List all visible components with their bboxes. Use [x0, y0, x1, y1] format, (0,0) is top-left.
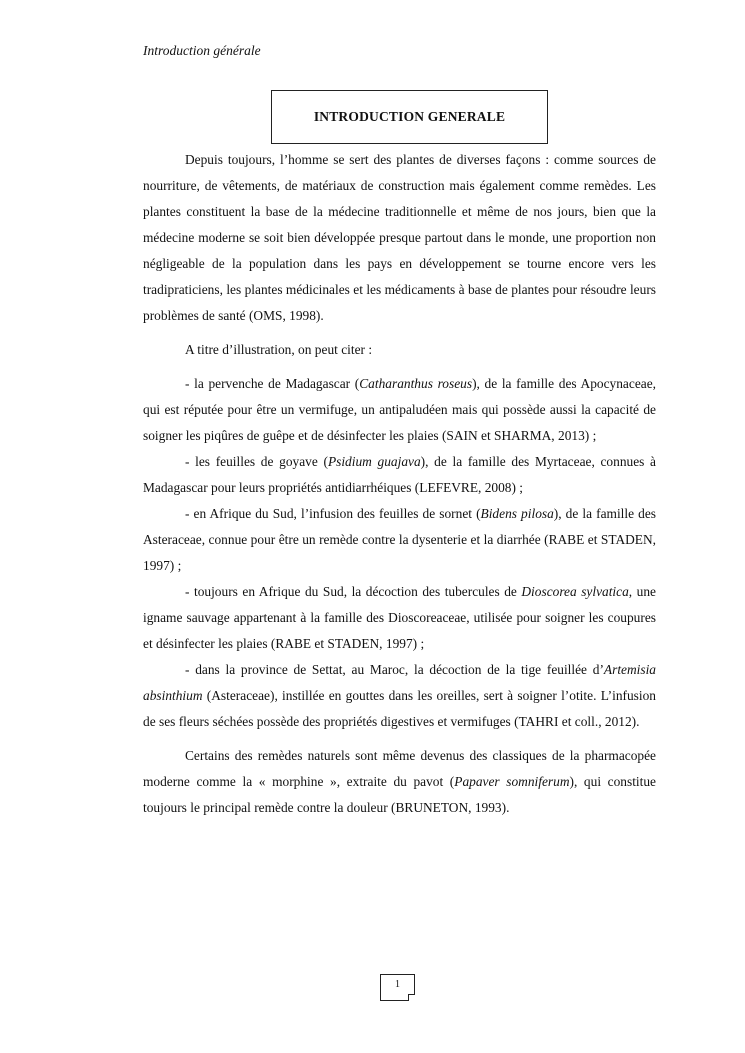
page-title-text: INTRODUCTION GENERALE — [313, 109, 506, 124]
list-item-text: - la pervenche de Madagascar ( — [185, 376, 360, 391]
list-item-text: ), de la famille des Apocynaceae, qui est réputée pour être un vermifuge, un antipaludéen mais qui possède aussi la capacité de soigner les piqûres de guêpe et de désinfecter les plaies (SAIN et SHARMA, 2013) ; — [143, 376, 656, 443]
list-item-text: (Asteraceae), instillée en gouttes dans les oreilles, sert à soigner l’otite. L’infusion de ses fleurs séchées possède des propriétés digestives et vermifuges (TAHRI et coll., 2012). — [143, 688, 656, 729]
list-item — [143, 501, 656, 579]
list-item-text: ), de la famille des Myrtaceae, connues à Madagascar pour leurs propriétés antidiarrhéiques (LEFEVRE, 2008) ; — [143, 454, 656, 495]
list-item — [143, 371, 656, 449]
list-item-text: - les feuilles de goyave ( — [185, 454, 328, 469]
paragraph-conclusion — [143, 743, 656, 821]
list-item — [143, 657, 656, 735]
page-number — [380, 974, 415, 1001]
page-number-text: 1 — [395, 979, 400, 990]
list-item-text: ), de la famille des Asteraceae, connue pour être un remède contre la dysenterie et la diarrhée (RABE et STADEN, 1997) ; — [143, 506, 656, 573]
list-item-text: , une igname sauvage appartenant à la famille des Dioscoreaceae, utilisée pour soigner les coupures et désinfecter les plaies (RABE et STADEN, 1997) ; — [143, 584, 656, 651]
paragraph-intro: Depuis toujours, l’homme se sert des plantes de diverses façons : comme sources de nourriture, de vêtements, de matériaux de construction mais également comme remèdes. Les plantes constituent la base de la médecine traditionnelle et même de nos jours, bien que la médecine moderne se soit bien développée presque partout dans le monde, une proportion non négligeable de la population dans les pays en développement se tourne encore vers les tradipraticiens, les plantes médicinales et les médicaments à base de plantes pour résoudre leurs problèmes de santé (OMS, 1998). — [143, 152, 656, 323]
species-name: Psidium guajava — [327, 454, 421, 469]
list-item-text: - dans la province de Settat, au Maroc, la décoction de la tige feuillée d’ — [185, 662, 604, 677]
species-name: Bidens pilosa — [480, 506, 554, 521]
paragraph-lead: A titre d’illustration, on peut citer : — [185, 342, 373, 357]
running-header: Introduction générale — [143, 43, 261, 58]
list-item-text: - en Afrique du Sud, l’infusion des feuilles de sornet ( — [185, 506, 481, 521]
page-title — [271, 90, 548, 144]
list-item — [143, 449, 656, 501]
document-body — [143, 147, 656, 821]
page-fold-icon — [408, 994, 415, 1001]
paragraph-text: ), qui constitue toujours le principal remède contre la douleur (BRUNETON, 1993). — [143, 774, 656, 815]
species-name: Catharanthus roseus — [359, 376, 473, 391]
species-name: Dioscorea sylvatica — [521, 584, 629, 599]
list-item-text: - toujours en Afrique du Sud, la décoction des tubercules de — [185, 584, 522, 599]
species-name: Papaver somniferum — [454, 774, 570, 789]
species-name: Artemisia absinthium — [143, 662, 656, 703]
paragraph-text: Certains des remèdes naturels sont même devenus des classiques de la pharmacopée moderne comme la « morphine », extraite du pavot ( — [143, 748, 656, 789]
list-item — [143, 579, 656, 657]
